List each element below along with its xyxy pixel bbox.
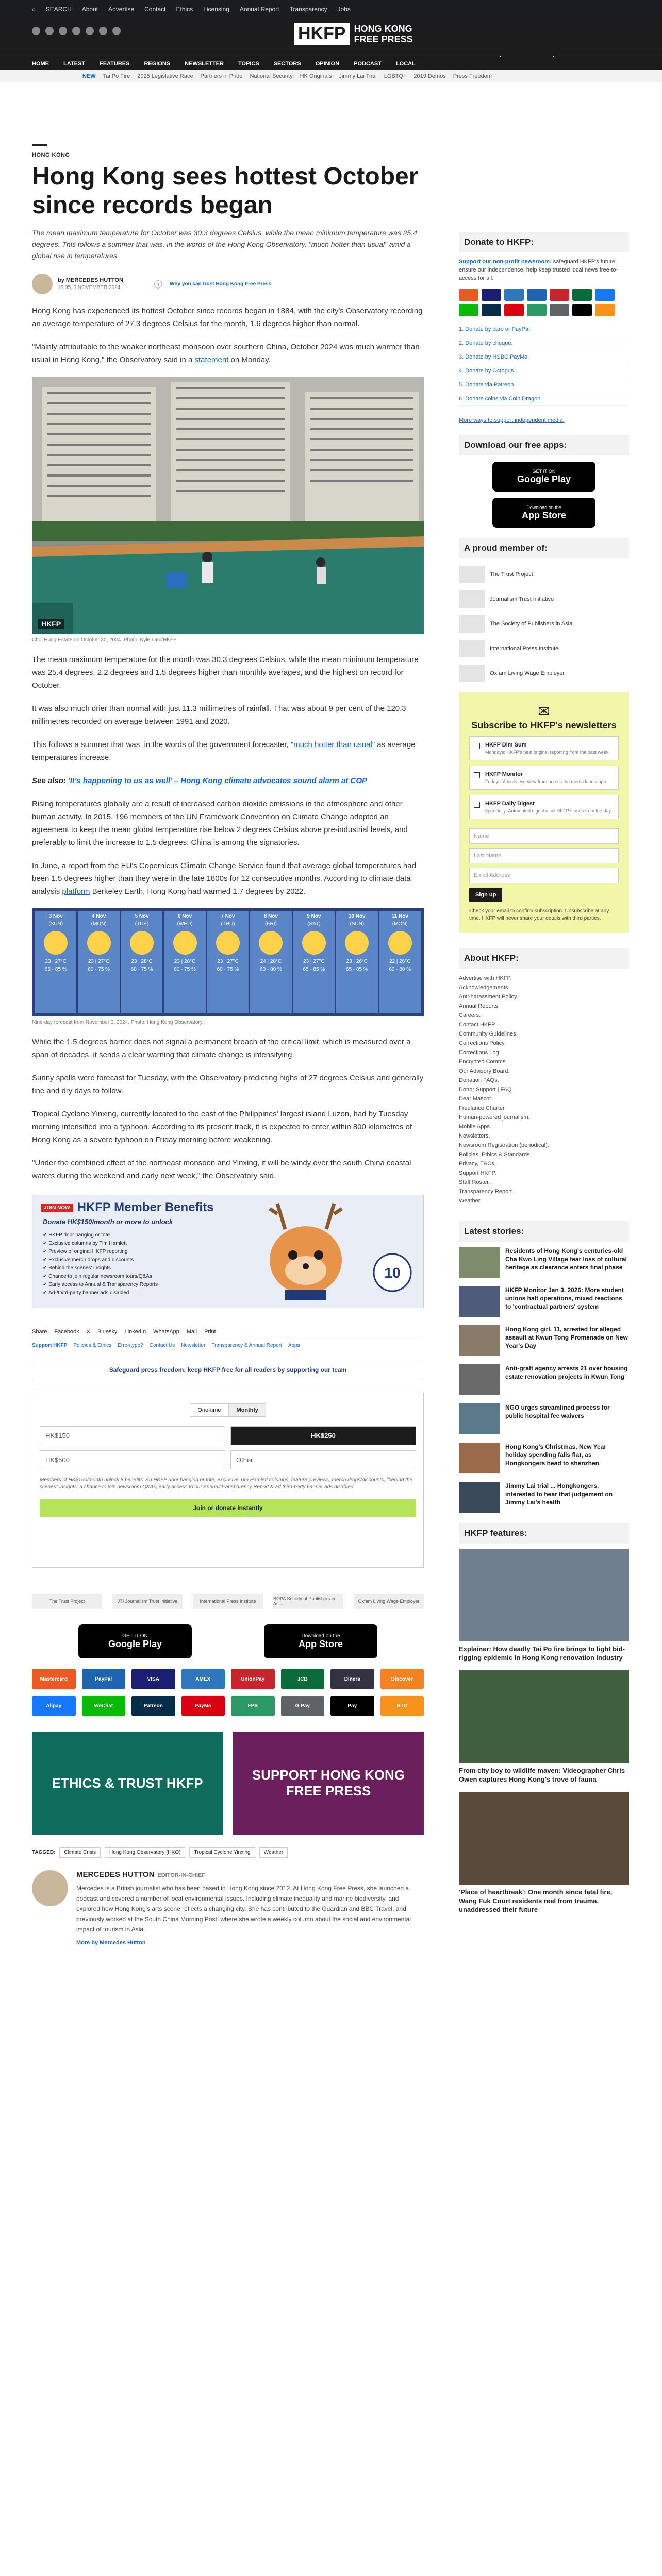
- member-benefits-banner[interactable]: [32, 1195, 424, 1308]
- wechat-icon: [459, 304, 478, 316]
- logo-line1: HONG KONG: [354, 23, 412, 34]
- about-link[interactable]: Our Advisory Board.: [459, 1068, 510, 1074]
- last-name-field[interactable]: Last Name: [469, 848, 619, 863]
- proud-member-heading: A proud member of:: [459, 538, 629, 558]
- donate-heading: Donate to HKFP:: [459, 232, 629, 252]
- topbar-search[interactable]: SEARCH: [45, 6, 72, 13]
- photo-watermark: HKFP: [38, 619, 64, 629]
- paragraph: Tropical Cyclone Yinxing, currently located to the east of the Philippines' largest island Luzon, had by Tuesday morning intensified into a typhoon. According to its present track, it is expected to enter within 800 kilometres of Hong Kong as a severe typhoon on Friday morning before weakening.: [32, 1110, 412, 1144]
- amount-option-selected[interactable]: HK$250: [230, 1426, 416, 1445]
- about-link[interactable]: Newsletters.: [459, 1133, 490, 1139]
- envelope-icon: ✉: [538, 703, 550, 719]
- checkbox[interactable]: [474, 772, 480, 778]
- about-link[interactable]: Acknowledgements.: [459, 985, 510, 991]
- support-link[interactable]: Contact Us: [149, 1343, 175, 1348]
- anniversary-seal: [372, 1252, 413, 1293]
- logo-ipi[interactable]: International Press Institute: [193, 1594, 263, 1609]
- patreon-icon: [482, 304, 501, 316]
- forecast-day: 8 Nov (FRI) 24 | 28°C 60 - 80 %: [250, 911, 291, 1013]
- trending-item[interactable]: LGBTQ+: [384, 73, 407, 79]
- app-store-button[interactable]: Download on the App Store: [264, 1624, 377, 1658]
- nav-regions[interactable]: REGIONS: [144, 60, 171, 67]
- see-also: See also: 'It's happening to us as well' – Hong Kong climate advocates sound alarm at COP: [32, 776, 368, 785]
- author-bio: Mercedes is a British journalist who has been based in Hong Kong since 2012. At Hong Kong Free Press, she launched a podcast and covered a number of local environmental issues. Including climate inequality and marine biodiversity, and explored how Hong Kong's arts scene reflects a changing city. She has contributed to the Guardian and BBC Travel, and previously worked at the South China Morning Post, where she wrote a weekly column about the social and environmental impact of tourism in Asia.: [76, 1885, 411, 1933]
- wechat-icon[interactable]: WeChat: [82, 1696, 126, 1716]
- sun-icon: [259, 931, 283, 955]
- publish-date: 15:05, 3 NOVEMBER 2024: [58, 285, 121, 291]
- logo-line2: FREE PRESS: [354, 33, 413, 44]
- checkbox[interactable]: [474, 743, 480, 749]
- social-icons: [32, 27, 121, 35]
- support-links: [32, 1343, 424, 1348]
- author-name[interactable]: by MERCEDES HUTTON: [58, 277, 123, 283]
- sidebar: [459, 232, 629, 1922]
- donate-option[interactable]: 4. Donate by Octopus.: [459, 364, 629, 378]
- tag[interactable]: Weather: [259, 1847, 288, 1858]
- article: [32, 82, 424, 1946]
- discover-icon[interactable]: Discover: [380, 1669, 424, 1689]
- sidebar-app-store[interactable]: Download on the App Store: [492, 498, 595, 528]
- about-link[interactable]: Newsroom Registration (periodical).: [459, 1142, 549, 1148]
- support-link[interactable]: Policies & Ethics: [73, 1343, 112, 1348]
- about-link[interactable]: Privacy, T&Cs.: [459, 1161, 496, 1167]
- one-time-tab[interactable]: One-time: [190, 1403, 228, 1417]
- feature-image: [459, 1549, 629, 1641]
- about-link[interactable]: Annual Reports.: [459, 1003, 500, 1009]
- topbar-advertise[interactable]: Advertise: [108, 6, 135, 13]
- logo-mark: HKFP: [294, 23, 350, 45]
- about-link[interactable]: Donor Support | FAQ.: [459, 1087, 514, 1093]
- forecast-day: 3 Nov (SUN) 23 | 27°C 65 - 85 %: [35, 911, 76, 1013]
- topbar-jobs[interactable]: Jobs: [337, 6, 351, 13]
- paragraph: It was also much drier than normal with just 11.3 millimetres of rainfall. That was about 9 per cent of the 120.3 millimetres recorded on average between 1991 and 2020.: [32, 704, 406, 726]
- mastercard-icon[interactable]: Mastercard: [32, 1669, 76, 1689]
- ethics-video[interactable]: ETHICS & TRUST HKFP: [32, 1732, 223, 1835]
- list-item: ✔ Exclusive merch drops and discounts: [43, 1257, 158, 1263]
- trending-item[interactable]: Tai Po Fire: [103, 73, 130, 79]
- join-now-badge[interactable]: JOIN NOW: [41, 1204, 73, 1212]
- list-item: ✔ Early access to Annual & Transparency Reports: [43, 1282, 158, 1287]
- about-link[interactable]: Advertise with HKFP.: [459, 975, 512, 981]
- story-item[interactable]: Jimmy Lai trial ... Hongkongers, interested to hear that judgement on Jimmy Lai's health: [459, 1482, 629, 1513]
- about-link[interactable]: Contact HKFP.: [459, 1022, 496, 1028]
- article-kicker[interactable]: HONG KONG: [32, 152, 70, 158]
- app-store-buttons: [32, 1624, 424, 1658]
- forecast-caption: Nine-day forecast from November 3, 2024. Photo: Hong Kong Observatory.: [32, 1020, 204, 1025]
- partner-item[interactable]: The Society of Publishers in Asia: [459, 615, 629, 633]
- about-link[interactable]: Dear Mascot.: [459, 1096, 493, 1102]
- partner-logo: [459, 640, 485, 657]
- paragraph: "Mainly attributable to the weaker northeast monsoon over southern China, October 2024 was much warmer than usual in Hong Kong," the Observatory said in a statement on Monday.: [32, 343, 420, 364]
- story-item[interactable]: Anti-graft agency arrests 21 over housing estate renovation projects in Kwun Tong: [459, 1364, 629, 1395]
- support-link[interactable]: Support HKFP: [32, 1343, 68, 1348]
- byline: [32, 274, 424, 294]
- logo-jti[interactable]: JTI Journalism Trust Initiative: [112, 1594, 183, 1609]
- trending-item[interactable]: National Security: [250, 73, 293, 79]
- sidebar-google-play[interactable]: GET IT ON Google Play: [492, 462, 595, 492]
- alipay-icon[interactable]: Alipay: [32, 1696, 76, 1716]
- story-item[interactable]: Hong Kong girl, 11, arrested for alleged assault at Kwun Tong Promenade on New Year's Day: [459, 1325, 629, 1356]
- photo-caption: Choi Hung Estate on October 30, 2024. Photo: Kyle Lam/HKFP.: [32, 637, 178, 643]
- patreon-icon[interactable]: Patreon: [131, 1696, 175, 1716]
- statement-link[interactable]: statement: [194, 355, 229, 364]
- author-role: EDITOR-IN-CHIEF: [157, 1872, 206, 1878]
- name-field[interactable]: Name: [469, 828, 619, 844]
- share-mail[interactable]: Mail: [186, 1329, 197, 1335]
- bluesky-icon[interactable]: [112, 27, 121, 35]
- amount-options: [40, 1426, 416, 1469]
- tag[interactable]: Hong Kong Observatory (HKO): [105, 1847, 185, 1858]
- instagram-icon[interactable]: [59, 27, 67, 35]
- about-link[interactable]: Support HKFP.: [459, 1170, 496, 1176]
- feature-image: [459, 1792, 629, 1885]
- deer-mascot-illustration: [249, 1198, 362, 1307]
- trending-item[interactable]: Partners in Pride: [200, 73, 243, 79]
- about-link[interactable]: Weather.: [459, 1198, 482, 1204]
- bitcoin-icon: [595, 304, 615, 316]
- about-heading: About HKFP:: [459, 948, 629, 969]
- about-link[interactable]: Human-powered journalism.: [459, 1114, 530, 1121]
- feature-stories: [459, 1549, 629, 1914]
- sun-icon: [388, 931, 412, 955]
- about-link[interactable]: Freelance Charter.: [459, 1105, 506, 1111]
- paragraph: In June, a report from the EU's Copernicus Climate Change Service found that average global temperatures had been 1.5 degrees higher than they were in the late 1800s for 12 consecutive months. According to climate data analysis platform Berkeley Earth, Hong Kong had warmed 1.7 degrees by 2022.: [32, 861, 416, 896]
- share-bar: [32, 1329, 424, 1338]
- safeguard-banner[interactable]: Safeguard press freedom; keep HKFP free for all readers by supporting our team: [32, 1361, 424, 1379]
- payme-icon: [504, 304, 524, 316]
- sun-icon: [87, 931, 111, 955]
- new-badge: NEW: [82, 73, 96, 79]
- partner-item[interactable]: Oxfam Living Wage Employer: [459, 665, 629, 682]
- tag[interactable]: Climate Crisis: [59, 1847, 101, 1858]
- linkedin-icon[interactable]: [99, 27, 107, 35]
- trending-bar: [0, 70, 662, 82]
- newsletter-note: Check your email to confirm subscription. Unsubscribe at any time. HKFP will never share your details with third parties.: [469, 908, 609, 921]
- story-thumbnail: [459, 1286, 500, 1317]
- payment-methods: [32, 1669, 424, 1716]
- trending-item[interactable]: 2019 Demos: [413, 73, 446, 79]
- logo-sopa[interactable]: SOPA Society of Publishers in Asia: [273, 1594, 343, 1609]
- donation-note: Members of HK$150/month unlock 8 benefits: An HKFP door hanging or tote, exclusive Tim Hamlett columns, feature previews, merch drops/discounts, "behind the scenes" insights, a chance to join newsroom Q&As, early access to our Annual/Transparency Report & ad third-party banner ads disabled.: [40, 1477, 413, 1490]
- svg-text:10: 10: [384, 1265, 401, 1281]
- site-logo[interactable]: [294, 23, 413, 45]
- benefits-list: [43, 1232, 158, 1298]
- sun-icon: [44, 931, 68, 955]
- paragraph: Rising temperatures globally are a result of increased carbon dioxide emissions in the atmosphere and other human activity. In 2015, 196 members of the UN Framework Convention on Climate Change adopted an agreement to keep the mean global temperature rise below 2 degrees Celsius above pre-industrial levels, and preferably to limit the increase to 1.5 degrees. China is among the signatories.: [32, 800, 408, 847]
- author-avatar[interactable]: [32, 274, 53, 294]
- google-pay-icon: [550, 304, 569, 316]
- partner-logo: [459, 590, 485, 608]
- forecast-day: 5 Nov (TUE) 23 | 28°C 60 - 75 %: [121, 911, 162, 1013]
- alipay-icon: [595, 289, 615, 301]
- tagged-label: TAGGED:: [32, 1850, 56, 1855]
- fps-icon: [527, 304, 547, 316]
- partner-logo: [459, 615, 485, 633]
- donate-option[interactable]: 5. Donate via Patreon.: [459, 378, 629, 392]
- checkbox[interactable]: [474, 802, 480, 808]
- logo-trust-project[interactable]: The Trust Project: [32, 1594, 102, 1609]
- benefits-subtitle: Donate HK$150/month or more to unlock: [43, 1218, 173, 1226]
- partner-logo: [459, 566, 485, 583]
- nav-latest[interactable]: LATEST: [63, 60, 85, 67]
- divider: [32, 144, 47, 146]
- list-item: ✔ HKFP door hanging or tote: [43, 1232, 158, 1238]
- support-link[interactable]: Transparency & Annual Report: [211, 1343, 282, 1348]
- nav-podcast[interactable]: PODCAST: [354, 60, 382, 67]
- logo-oxfam[interactable]: Oxfam Living Wage Employer: [354, 1594, 424, 1609]
- newsletter-signup: [459, 692, 629, 933]
- share-whatsapp[interactable]: WhatsApp: [153, 1329, 179, 1335]
- support-video[interactable]: SUPPORT HONG KONG FREE PRESS: [233, 1732, 424, 1835]
- payme-icon[interactable]: PayMe: [181, 1696, 225, 1716]
- about-link[interactable]: Encrypted Comms.: [459, 1059, 507, 1065]
- estate-photo-illustration: [32, 377, 424, 634]
- more-ways-link[interactable]: More ways to support independent media.: [459, 417, 565, 423]
- author-photo[interactable]: [32, 1870, 68, 1906]
- unionpay-icon: [550, 289, 569, 301]
- story-item[interactable]: HKFP Monitor Jan 3, 2026: More student unions halt operations, mixed reactions to 'contractual partners' system: [459, 1286, 629, 1317]
- paypal-icon: [527, 289, 547, 301]
- article-photo[interactable]: [32, 377, 424, 634]
- story-thumbnail: [459, 1247, 500, 1278]
- trust-link[interactable]: Why you can trust Hong Kong Free Press: [169, 281, 272, 287]
- story-thumbnail: [459, 1325, 500, 1356]
- x-icon[interactable]: [45, 27, 54, 35]
- info-icon: ⓘ: [154, 280, 162, 290]
- sun-icon: [345, 931, 369, 955]
- share-linkedin[interactable]: LinkedIn: [124, 1329, 146, 1335]
- about-link[interactable]: Anti-harassment Policy.: [459, 994, 518, 1000]
- support-link[interactable]: Newsletter: [181, 1343, 206, 1348]
- email-field[interactable]: Email Address: [469, 868, 619, 883]
- about-link[interactable]: Mobile Apps.: [459, 1124, 491, 1130]
- search-icon[interactable]: ⌕: [32, 5, 36, 13]
- card-icons: [459, 289, 629, 316]
- main-nav: [0, 57, 662, 70]
- paragraph: Hong Kong has experienced its hottest October since records began in 1884, with the city's Observatory recording an average temperature of 27.3 degrees Celsius for the month, 1.6 degrees higher than normal.: [32, 307, 423, 328]
- newsletter-title: Subscribe to HKFP's newsletters: [471, 720, 617, 731]
- partner-item[interactable]: The Trust Project: [459, 566, 629, 583]
- jcb-icon: [572, 289, 592, 301]
- fps-icon[interactable]: FPS: [231, 1696, 275, 1716]
- top-bar: [0, 0, 662, 19]
- member-logos: [32, 1588, 424, 1614]
- newsletter-option[interactable]: HKFP Daily Digest 8pm Daily: Automated digest of all HKFP stories from the day.: [469, 795, 619, 819]
- amount-option[interactable]: Other: [230, 1450, 416, 1469]
- author-box: [32, 1870, 424, 1946]
- share-print[interactable]: Print: [204, 1329, 216, 1335]
- join-donate-button[interactable]: Join or donate instantly: [40, 1499, 416, 1517]
- about-link[interactable]: Community Guidelines.: [459, 1031, 518, 1037]
- nav-newsletter[interactable]: NEWSLETTER: [185, 60, 224, 67]
- list-item: ✔ Ad-/third-party banner ads disabled: [43, 1290, 158, 1296]
- forecast-day: 9 Nov (SAT) 23 | 27°C 65 - 85 %: [293, 911, 335, 1013]
- paragraph: "Under the combined effect of the northeast monsoon and Yinxing, it will be windy over the south China coastal waters during the weekend and early next week," the Observatory said.: [32, 1159, 411, 1180]
- more-by-author-link[interactable]: More by Mercedes Hutton: [76, 1940, 146, 1946]
- topbar-transparency[interactable]: Transparency: [289, 6, 327, 13]
- list-item: ✔ Preview of original HKFP reporting: [43, 1249, 158, 1255]
- sign-up-button[interactable]: Sign up: [469, 888, 502, 902]
- newsletter-option[interactable]: HKFP Monitor Fridays: A birds-eye view from across the media landscape.: [469, 766, 619, 790]
- list-item: ✔ Chance to join regular newsroom tours/Q&As: [43, 1274, 158, 1279]
- benefits-title: HKFP Member Benefits: [77, 1200, 214, 1214]
- download-heading: Download our free apps:: [459, 435, 629, 455]
- list-item: ✔ Exclusive columns by Tim Hamlett: [43, 1241, 158, 1246]
- support-link[interactable]: Error/typo?: [118, 1343, 143, 1348]
- feature-image: [459, 1670, 629, 1763]
- diners-icon[interactable]: Diners: [330, 1669, 374, 1689]
- bitcoin-icon[interactable]: BTC: [380, 1696, 424, 1716]
- feature-item[interactable]: 'Place of heartbreak': One month since fatal fire, Wang Fuk Court residents reel from trauma, unaddressed their future: [459, 1792, 629, 1914]
- story-thumbnail: [459, 1443, 500, 1473]
- forecast-day: 11 Nov (MON) 22 | 26°C 60 - 80 %: [379, 911, 421, 1013]
- amex-icon: [504, 289, 524, 301]
- topbar-about[interactable]: About: [81, 6, 98, 13]
- nav-home[interactable]: HOME: [32, 60, 49, 67]
- story-item[interactable]: NGO urges streamlined process for public hospital fee waivers: [459, 1403, 629, 1434]
- donate-option[interactable]: 2. Donate by cheque.: [459, 336, 629, 350]
- nine-day-forecast[interactable]: [32, 908, 424, 1016]
- partner-item[interactable]: International Press Institute: [459, 640, 629, 657]
- threads-icon[interactable]: [86, 27, 94, 35]
- latest-heading: Latest stories:: [459, 1221, 629, 1242]
- sun-icon: [173, 931, 197, 955]
- article-title: Hong Kong sees hottest October since records began: [32, 163, 419, 219]
- donate-option[interactable]: 6. Donate coins via Coin Dragon.: [459, 392, 629, 406]
- visa-icon[interactable]: VISA: [131, 1669, 175, 1689]
- topbar-contact[interactable]: Contact: [144, 6, 166, 13]
- apple-pay-icon[interactable]: Pay: [330, 1696, 374, 1716]
- story-thumbnail: [459, 1482, 500, 1513]
- sun-icon: [302, 931, 326, 955]
- sun-icon: [216, 931, 240, 955]
- about-link[interactable]: Careers.: [459, 1012, 481, 1019]
- story-thumbnail: [459, 1364, 500, 1395]
- paypal-icon[interactable]: PayPal: [82, 1669, 126, 1689]
- promo-videos: [32, 1732, 424, 1835]
- about-link[interactable]: Donation FAQs.: [459, 1077, 499, 1083]
- forecast-day: 6 Nov (WED) 23 | 28°C 60 - 75 %: [164, 911, 205, 1013]
- donation-widget: [32, 1393, 424, 1568]
- latest-stories: [459, 1247, 629, 1513]
- google-play-button[interactable]: GET IT ON Google Play: [78, 1624, 192, 1658]
- donate-options: [459, 323, 629, 406]
- nav-features[interactable]: FEATURES: [99, 60, 130, 67]
- donate-option[interactable]: 3. Donate by HSBC PayMe.: [459, 350, 629, 364]
- about-link[interactable]: Transparency Report.: [459, 1189, 514, 1195]
- tag[interactable]: Tropical Cyclone Yinxing: [189, 1847, 255, 1858]
- partner-logo: [459, 665, 485, 682]
- support-link[interactable]: Apps: [288, 1343, 300, 1348]
- see-also-link[interactable]: 'It's happening to us as well' – Hong Kong climate advocates sound alarm at COP: [68, 776, 368, 785]
- topbar-ethics[interactable]: Ethics: [176, 6, 193, 13]
- author-box-name[interactable]: MERCEDES HUTTON: [76, 1870, 155, 1879]
- about-list: [459, 974, 629, 1206]
- topbar-annual-report[interactable]: Annual Report: [239, 6, 279, 13]
- facebook-icon[interactable]: [32, 27, 40, 35]
- apple-pay-icon: [572, 304, 592, 316]
- visa-icon: [482, 289, 501, 301]
- amex-icon[interactable]: AMEX: [181, 1669, 225, 1689]
- trending-item[interactable]: Press Freedom: [453, 73, 492, 79]
- paragraph: Sunny spells were forecast for Tuesday, with the Observatory predicting highs of 27 degrees Celsius and generally fine and dry days to follow.: [32, 1074, 424, 1095]
- amount-option[interactable]: HK$150: [40, 1426, 225, 1445]
- platform-link[interactable]: platform: [62, 887, 90, 896]
- partner-item[interactable]: Journalism Trust Initiative: [459, 590, 629, 608]
- about-link[interactable]: Staff Roster.: [459, 1179, 490, 1185]
- about-link[interactable]: Corrections Log.: [459, 1049, 501, 1056]
- share-x[interactable]: X: [86, 1329, 91, 1335]
- trending-item[interactable]: 2025 Legislative Race: [137, 73, 193, 79]
- share-facebook[interactable]: Facebook: [54, 1329, 79, 1335]
- forecast-day: 7 Nov (THU) 23 | 27°C 60 - 75 %: [207, 911, 249, 1013]
- features-heading: HKFP features:: [459, 1523, 629, 1544]
- about-link[interactable]: Policies, Ethics & Standards.: [459, 1151, 532, 1158]
- paragraph: The mean maximum temperature for the month was 30.3 degrees Celsius, while the mean minimum temperature was 25.4 degrees, 2.2 degrees and 1.5 degrees higher than monthly averages, and the highest on record for October.: [32, 655, 419, 690]
- nav-topics[interactable]: TOPICS: [238, 60, 259, 67]
- monthly-tab[interactable]: Monthly: [229, 1403, 266, 1417]
- about-link[interactable]: Corrections Policy.: [459, 1040, 506, 1046]
- google-pay-icon[interactable]: G Pay: [281, 1696, 325, 1716]
- mastercard-icon: [459, 289, 478, 301]
- sun-icon: [130, 931, 154, 955]
- share-label: Share: [32, 1329, 47, 1335]
- tags: [32, 1847, 424, 1858]
- story-item[interactable]: Hong Kong's Christmas, New Year holiday spending falls flat, as Hongkongers head to shenzhen: [459, 1443, 629, 1473]
- newsletter-option[interactable]: HKFP Dim Sum Mondays: HKFP's best original reporting from the past week.: [469, 736, 619, 760]
- paragraph: While the 1.5 degrees barrier does not signal a permanent breach of the critical limit, which is measured over a span of decades, it sends a clear warning that climate change is intensifying.: [32, 1038, 411, 1059]
- donate-text: Support our non-profit newsroom: safeguard HKFP's future, ensure our independence, help keep trusted local news free-to-access for all.: [459, 259, 618, 281]
- amount-option[interactable]: HK$500: [40, 1450, 225, 1469]
- share-bluesky[interactable]: Bluesky: [97, 1329, 118, 1335]
- feature-item[interactable]: From city boy to wildlife maven: Videographer Chris Owen captures Hong Kong's trove of fauna: [459, 1670, 629, 1784]
- nav-local[interactable]: LOCAL: [395, 60, 416, 67]
- frequency-toggle: [40, 1403, 416, 1417]
- paragraph: This follows a summer that was, in the words of the government forecaster, "much hotter than usual" as average temperatures increase.: [32, 740, 416, 762]
- nav-sectors[interactable]: SECTORS: [273, 60, 301, 67]
- trending-item[interactable]: Jimmy Lai Trial: [339, 73, 377, 79]
- list-item: ✔ Behind the scenes' insights: [43, 1265, 158, 1271]
- article-body: [32, 304, 424, 1182]
- article-lede: The mean maximum temperature for October was 30.3 degrees Celsius, while the mean minimum temperature was 25.4 degrees. This follows a summer that was, in the words of the Hong Kong Observatory, "much hotter than usual" amid a global rise in temperatures.: [32, 229, 417, 260]
- story-thumbnail: [459, 1403, 500, 1434]
- hotter-link[interactable]: much hotter than usual: [293, 740, 372, 749]
- donate-option[interactable]: 1. Donate by card or PayPal.: [459, 323, 629, 336]
- feature-item[interactable]: Explainer: How deadly Tai Po fire brings to light bid-rigging epidemic in Hong Kong renovation industry: [459, 1549, 629, 1662]
- forecast-day: 10 Nov (SUN) 23 | 26°C 65 - 85 %: [336, 911, 377, 1013]
- unionpay-icon[interactable]: UnionPay: [231, 1669, 275, 1689]
- forecast-day: 4 Nov (MON) 23 | 27°C 60 - 75 %: [78, 911, 119, 1013]
- youtube-icon[interactable]: [72, 27, 80, 35]
- nav-opinion[interactable]: OPINION: [315, 60, 340, 67]
- trending-item[interactable]: HK Originals: [300, 73, 332, 79]
- topbar-licensing[interactable]: Licensing: [203, 6, 229, 13]
- story-item[interactable]: Residents of Hong Kong's centuries-old Cha Kwo Ling Village fear loss of cultural heritage as clearance enters final phase: [459, 1247, 629, 1278]
- jcb-icon[interactable]: JCB: [281, 1669, 325, 1689]
